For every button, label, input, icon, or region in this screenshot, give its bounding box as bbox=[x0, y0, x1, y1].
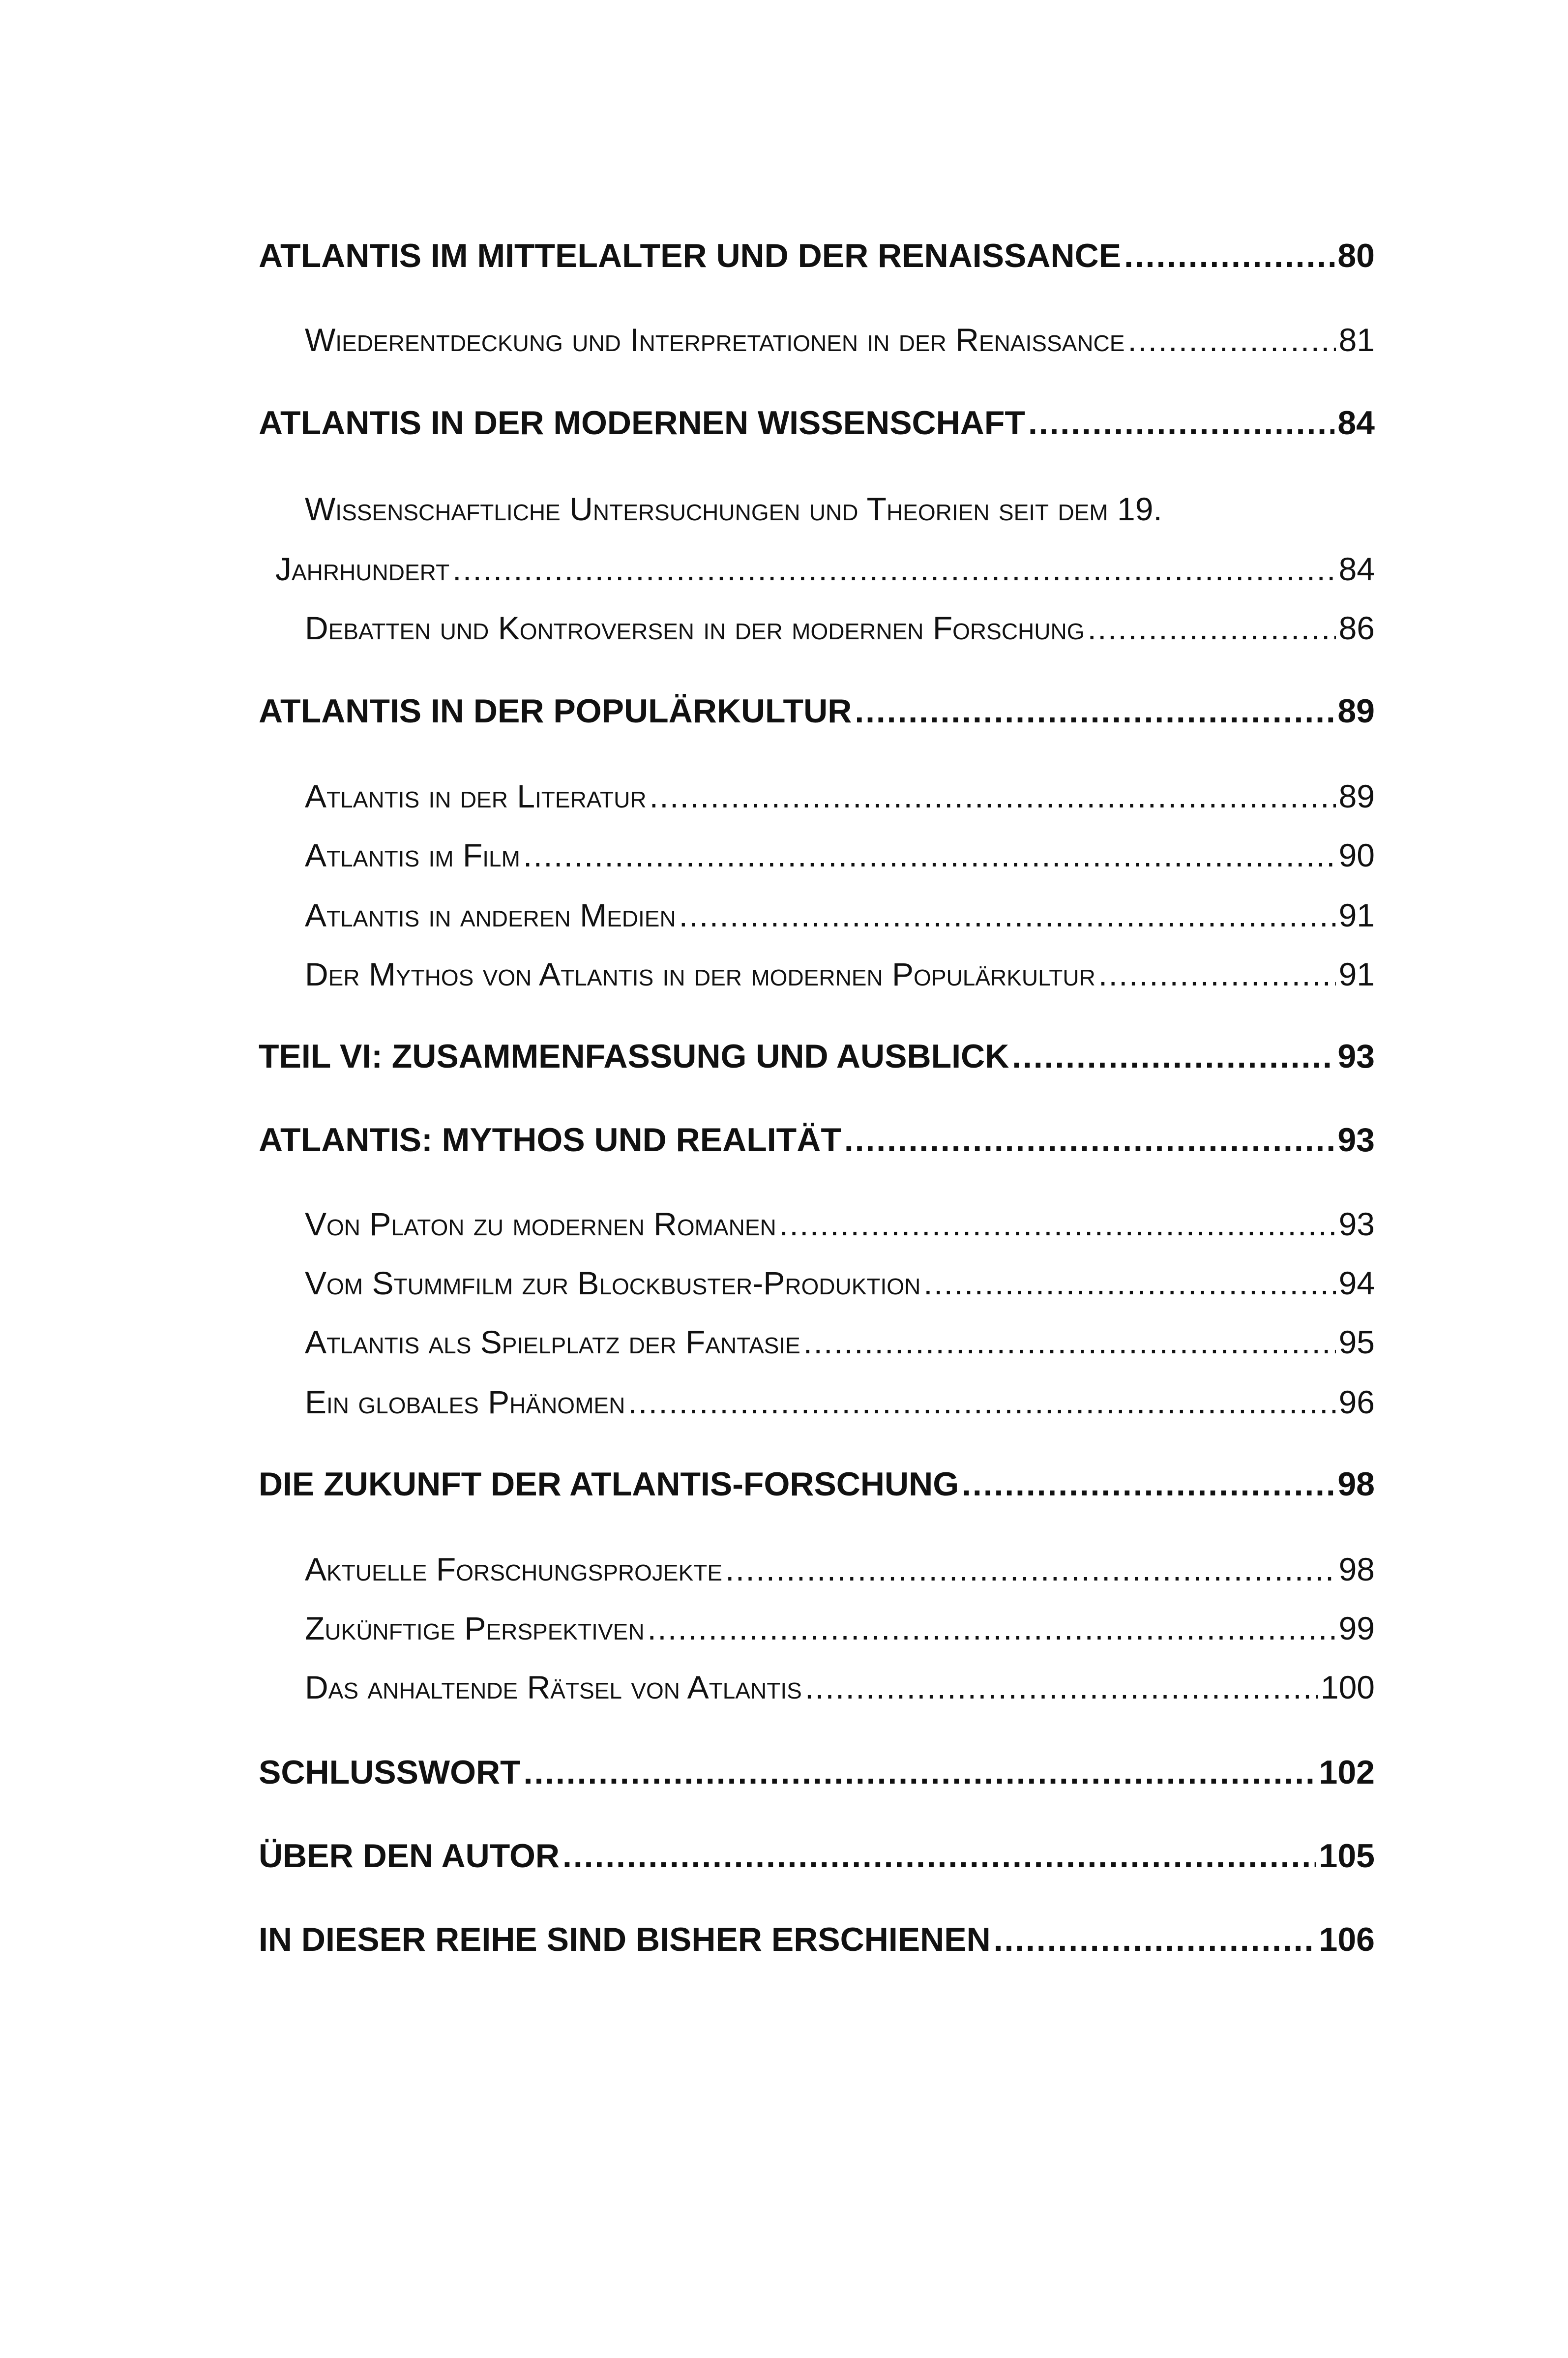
toc-entry-chapter bbox=[259, 687, 1375, 735]
dot-leader bbox=[725, 1547, 1336, 1591]
toc-entry-title: Vom Stummfilm zur Blockbuster-Produktion bbox=[305, 1265, 921, 1301]
toc-entry-page: 106 bbox=[1319, 1921, 1375, 1958]
dot-leader bbox=[524, 1749, 1316, 1796]
toc-entry-page: 100 bbox=[1320, 1669, 1375, 1705]
dot-leader bbox=[1098, 952, 1336, 996]
dot-leader bbox=[1012, 1033, 1334, 1080]
dot-leader bbox=[923, 1261, 1335, 1305]
toc-entry-title: Debatten und Kontroversen in der modernen Forschung bbox=[305, 610, 1085, 646]
toc-entry-page: 80 bbox=[1337, 237, 1375, 274]
toc-entry-title: Atlantis in anderen Medien bbox=[305, 897, 676, 933]
dot-leader bbox=[855, 687, 1334, 735]
toc-entry-title: Aktuelle Forschungsprojekte bbox=[305, 1551, 723, 1587]
toc-entry-title: ATLANTIS IN DER POPULÄRKULTUR bbox=[259, 692, 852, 730]
dot-leader bbox=[679, 893, 1336, 937]
toc-entry-chapter bbox=[259, 1832, 1375, 1880]
toc-entry-title: IN DIESER REIHE SIND BISHER ERSCHIENEN bbox=[259, 1921, 991, 1958]
toc-entry-title: Von Platon zu modernen Romanen bbox=[305, 1206, 776, 1242]
toc-entry-title: ÜBER DEN AUTOR bbox=[259, 1837, 560, 1875]
toc-entry-title: ATLANTIS IM MITTELALTER UND DER RENAISSANCE bbox=[259, 237, 1122, 274]
toc-entry-page: 90 bbox=[1338, 837, 1375, 873]
toc-entry-section-first-line: Wissenschaftliche Untersuchungen und Theorien seit dem 19. bbox=[305, 491, 1162, 527]
toc-entry-page: 94 bbox=[1338, 1265, 1375, 1301]
dot-leader bbox=[628, 1380, 1335, 1424]
dot-leader bbox=[523, 833, 1336, 877]
dot-leader bbox=[1124, 232, 1334, 279]
dot-leader bbox=[1127, 318, 1335, 362]
toc-entry-page: 93 bbox=[1337, 1121, 1375, 1159]
dot-leader bbox=[650, 774, 1336, 818]
toc-entry-section bbox=[305, 1606, 1375, 1650]
toc-entry-section bbox=[305, 1547, 1375, 1591]
toc-entry-title: ATLANTIS IN DER MODERNEN WISSENSCHAFT bbox=[259, 404, 1025, 442]
dot-leader bbox=[452, 547, 1335, 591]
toc-entry-page: 89 bbox=[1338, 778, 1375, 814]
toc-entry-title: ATLANTIS: MYTHOS UND REALITÄT bbox=[259, 1121, 841, 1159]
toc-entry-title: TEIL VI: ZUSAMMENFASSUNG UND AUSBLICK bbox=[259, 1038, 1009, 1075]
toc-entry-page: 91 bbox=[1338, 897, 1375, 933]
toc-entry-title: SCHLUSSWORT bbox=[259, 1754, 521, 1791]
toc-entry-page: 95 bbox=[1338, 1324, 1375, 1360]
toc-entry-page: 98 bbox=[1338, 1551, 1375, 1587]
dot-leader bbox=[803, 1320, 1336, 1364]
toc-entry-section bbox=[305, 1665, 1375, 1709]
dot-leader bbox=[1028, 399, 1334, 447]
toc-entry-section bbox=[305, 1202, 1375, 1246]
toc-entry-section bbox=[305, 1320, 1375, 1364]
toc-entry-page: 93 bbox=[1338, 1206, 1375, 1242]
toc-entry-section bbox=[305, 952, 1375, 996]
toc-entry-page: 98 bbox=[1337, 1465, 1375, 1503]
toc-entry-page: 81 bbox=[1338, 322, 1375, 358]
toc-entry-title: Atlantis in der Literatur bbox=[305, 778, 647, 814]
toc-entry-title: Jahrhundert bbox=[275, 551, 450, 587]
toc-entry-page: 91 bbox=[1338, 956, 1375, 992]
dot-leader bbox=[648, 1606, 1336, 1650]
toc-entry-title: Ein globales Phänomen bbox=[305, 1384, 625, 1420]
dot-leader bbox=[805, 1665, 1318, 1709]
toc-entry-title: Atlantis als Spielplatz der Fantasie bbox=[305, 1324, 800, 1360]
dot-leader bbox=[1087, 606, 1335, 650]
toc-entry-section bbox=[305, 1380, 1375, 1424]
toc-entry-page: 99 bbox=[1338, 1610, 1375, 1646]
toc-entry-section bbox=[275, 547, 1375, 591]
dot-leader bbox=[562, 1832, 1316, 1880]
toc-entry-section bbox=[305, 774, 1375, 818]
toc-entry-title: Zukünftige Perspektiven bbox=[305, 1610, 645, 1646]
toc-entry-page: 84 bbox=[1337, 404, 1375, 442]
toc-entry-chapter bbox=[259, 1033, 1375, 1080]
toc-entry-chapter bbox=[259, 1749, 1375, 1796]
toc-entry-title: Der Mythos von Atlantis in der modernen Populärkultur bbox=[305, 956, 1095, 992]
dot-leader bbox=[844, 1116, 1335, 1164]
toc-entry-title: Atlantis im Film bbox=[305, 837, 520, 873]
toc-entry-page: 105 bbox=[1319, 1837, 1375, 1875]
toc-entry-section bbox=[305, 606, 1375, 650]
toc-entry-section bbox=[305, 833, 1375, 877]
toc-entry-chapter bbox=[259, 1916, 1375, 1963]
toc-entry-title: Das anhaltende Rätsel von Atlantis bbox=[305, 1669, 802, 1705]
toc-entry-section bbox=[305, 893, 1375, 937]
toc-entry-page: 89 bbox=[1337, 692, 1375, 730]
toc-entry-page: 93 bbox=[1337, 1038, 1375, 1075]
toc-entry-chapter bbox=[259, 232, 1375, 279]
toc-entry-chapter bbox=[259, 1461, 1375, 1508]
toc-entry-section bbox=[305, 318, 1375, 362]
dot-leader bbox=[962, 1461, 1334, 1508]
dot-leader bbox=[779, 1202, 1336, 1246]
toc-entry-page: 86 bbox=[1338, 610, 1375, 646]
toc-entry-title: DIE ZUKUNFT DER ATLANTIS-FORSCHUNG bbox=[259, 1465, 959, 1503]
toc-entry-page: 102 bbox=[1319, 1754, 1375, 1791]
toc-entry-page: 84 bbox=[1338, 551, 1375, 587]
toc-entry-chapter bbox=[259, 1116, 1375, 1164]
dot-leader bbox=[994, 1916, 1316, 1963]
toc-entry-section bbox=[305, 1261, 1375, 1305]
toc-entry-chapter bbox=[259, 399, 1375, 447]
toc-entry-title: Wiederentdeckung und Interpretationen in der Renaissance bbox=[305, 322, 1125, 358]
toc-entry-page: 96 bbox=[1338, 1384, 1375, 1420]
